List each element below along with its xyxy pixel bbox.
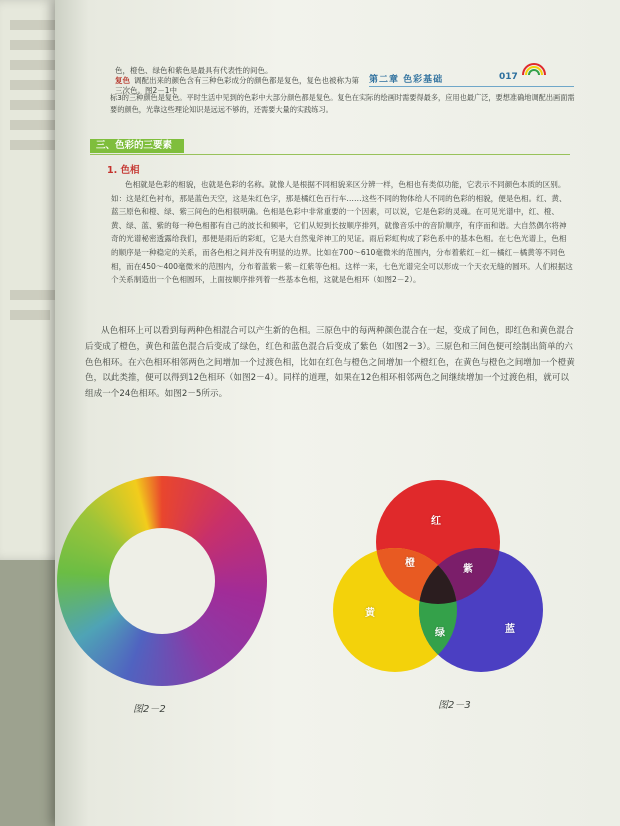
label-blue: 蓝 [505, 624, 515, 635]
rainbow-icon [521, 62, 547, 76]
hue-paragraph: 色相就是色彩的相貌，也就是色彩的名称。就像人是根据不同相貌来区分辨一样，色相也有类似功能，它表示不同颜色本质的区别。如：这是红色衬布，那是蓝色天空，这是朱红色字，那是橘红色百行车……这些不同的物体给人不同的色彩的相貌，便是色相。红、黄、蓝三原色和橙、绿、紫三间色的色相很明确。色相是色彩中非常重要的一个因素，可以说，它是色彩的灵魂。在可见光谱中，红、橙、黄、绿、蓝、紫的每一种色相都有自己的波长和频率，它们从短到长按顺序排列，就像音乐中的音阶顺序，有序而和谐。大自然偶尔将神奇的光谱秘密透露给我们，那便是雨后的彩虹，它是大自然鬼斧神工的见证。雨后彩虹构成了彩色系中的基本色相。在七色光谱上，色相的顺序是一种稳定的关系，而各色相之间并没有明显的边界。比如在700～610毫微米的范围内，分布着紫红－红－橘红－橘黄等不同色相，而在450～400毫微米的范围内，分布着蓝紫－紫－红紫等色相。这样一来，七色光谱完全可以形成一个天衣无缝的圆环。人们根据这个关系制造出一个色相圆环，上面按顺序排列着一些基本色相，这就是色相环（如图2－2）。 [111, 180, 573, 285]
label-green: 绿 [435, 628, 445, 639]
label-orange: 橙 [405, 558, 415, 569]
label-yellow: 黄 [365, 608, 375, 619]
page-header [369, 72, 574, 87]
hue-ring-center [109, 528, 215, 634]
color-mixing-venn-figure [323, 470, 553, 680]
definition-paragraph: 标3的三种颜色是复色。平时生活中见到的色彩中大部分颜色都是复色。复色在实际的绘画时需要得最多，应用也最广泛，要想准确地调配出画面需要的颜色，光靠这些理论知识是远远不够的，还需要大量的实践练习。 [110, 93, 575, 114]
page-number: 017 [499, 72, 518, 82]
book-page [55, 0, 620, 826]
mixing-paragraph: 从色相环上可以看到每两种色相混合可以产生新的色相。三原色中的每两种颜色混合在一起，变成了间色，即红色和黄色混合后变成了橙色，黄色和蓝色混合后变成了绿色，红色和蓝色混合后变成了紫色（如图2－3）。三原色和三间色便可绘制出简单的六色色相环。在六色相环相邻两色之间增加一个过渡色相，比如在红色与橙色之间增加一个橙红色，在黄色与橙色之间增加一个橙黄色，以此类推，便可以得到12色相环（如图2－4）。同样的道理，如果在12色相环相邻两色之间继续增加一个过渡色相，就可以组成一个24色相环。如图2－5所示。 [85, 326, 575, 400]
intro-line-2: 调配出来的颜色含有三种色彩成分的颜色都是复色，复色也被称为第三次色。图2－1中 [115, 76, 359, 95]
section-heading-bar [90, 138, 570, 155]
label-purple: 紫 [463, 564, 473, 575]
term-compound-color: 复色 [115, 76, 130, 85]
venn-diagram [323, 470, 553, 680]
subsection-title: 1. 色相 [107, 165, 140, 176]
chapter-title: 第二章 色彩基础 [369, 75, 444, 85]
figure-2-2-caption: 图2－2 [133, 704, 166, 715]
hue-ring-figure [57, 476, 267, 686]
label-red: 红 [431, 516, 441, 527]
figure-2-3-caption: 图2－3 [438, 700, 471, 711]
section-title: 三、色彩的三要素 [90, 139, 184, 153]
intro-line: 色，橙色、绿色和紫色是最具有代表性的间色。 [115, 66, 273, 75]
